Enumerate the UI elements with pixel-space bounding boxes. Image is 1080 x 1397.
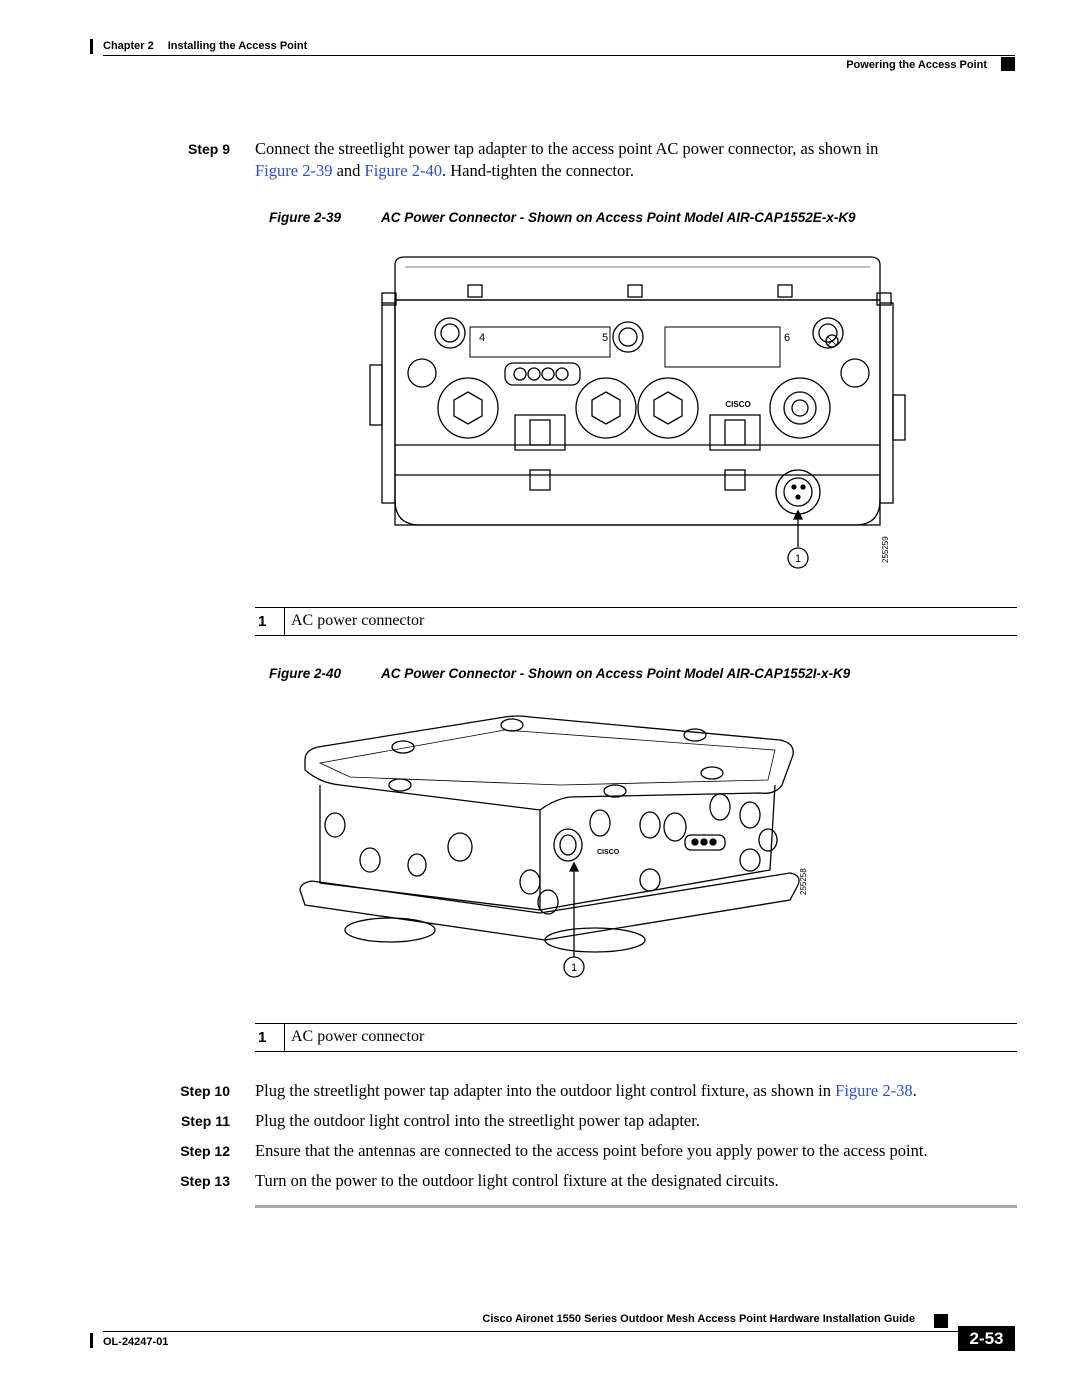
- step-11-text: Plug the outdoor light control into the streetlight power tap adapter.: [255, 1111, 700, 1130]
- link-figure-2-39[interactable]: Figure 2-39: [255, 161, 333, 180]
- figure-39-number: Figure 2-39: [269, 210, 342, 225]
- figure-40-title: AC Power Connector - Shown on Access Point Model AIR-CAP1552I-x-K9: [381, 666, 851, 681]
- figure-40-illustration: [290, 705, 830, 995]
- page-number: 2-53: [958, 1326, 1015, 1351]
- step-13-text: Turn on the power to the outdoor light control fixture at the designated circuits.: [255, 1171, 779, 1190]
- cisco-logo-40: CISCO: [597, 849, 620, 856]
- footer-marker: [934, 1314, 948, 1328]
- chapter-number: Chapter 2: [103, 40, 154, 52]
- header-rule: [103, 55, 1015, 56]
- step-9-label: Step 9: [187, 141, 230, 157]
- footer-doc-number: OL-24247-01: [103, 1336, 169, 1348]
- header-chapter: [103, 40, 307, 52]
- legend-39-number: 1: [258, 613, 267, 630]
- header-bar: [90, 39, 93, 54]
- step-13-label: Step 13: [180, 1173, 230, 1189]
- legend-40-divider: [284, 1024, 285, 1051]
- figure-40-image-id: 255258: [799, 868, 808, 895]
- step-9-text-1: Connect the streetlight power tap adapter to the access point AC power connector, as shown in: [255, 139, 879, 158]
- step-9-text: [255, 138, 1015, 182]
- footer-title: Cisco Aironet 1550 Series Outdoor Mesh Access Point Hardware Installation Guide: [482, 1313, 915, 1325]
- header-marker: [1001, 57, 1015, 71]
- link-figure-2-40[interactable]: Figure 2-40: [364, 161, 442, 180]
- legend-40-bottom-rule: [255, 1051, 1017, 1052]
- figure-39-callout: 1: [794, 553, 802, 565]
- step-10-label: Step 10: [180, 1083, 230, 1099]
- figure-39-illustration: [350, 245, 920, 585]
- figure-40-callout: 1: [570, 962, 578, 974]
- port-label-4: 4: [479, 332, 486, 344]
- step-11-label: Step 11: [180, 1113, 230, 1129]
- step-9-and: and: [332, 161, 365, 180]
- procedure-end-rule: [255, 1205, 1017, 1208]
- port-label-5: 5: [602, 332, 609, 344]
- footer-rule: [103, 1331, 1015, 1332]
- step-9-text-2: . Hand-tighten the connector.: [441, 161, 634, 180]
- step-10-body: Plug the streetlight power tap adapter into the outdoor light control fixture, as shown in: [255, 1081, 836, 1100]
- legend-40-number: 1: [258, 1029, 267, 1046]
- link-figure-2-38[interactable]: Figure 2-38: [835, 1081, 913, 1100]
- figure-39-title: AC Power Connector - Shown on Access Point Model AIR-CAP1552E-x-K9: [381, 210, 856, 225]
- cisco-logo: CISCO: [725, 400, 751, 409]
- step-10-text: [255, 1080, 1015, 1102]
- port-label-6: 6: [784, 332, 791, 344]
- legend-39-text: AC power connector: [291, 612, 425, 629]
- figure-40-number: Figure 2-40: [269, 666, 342, 681]
- header-section: Powering the Access Point: [846, 59, 987, 71]
- legend-39-divider: [284, 608, 285, 635]
- figure-39-image-id: 255259: [881, 536, 890, 563]
- chapter-title: Installing the Access Point: [167, 40, 308, 52]
- step-10-end: .: [912, 1081, 917, 1100]
- legend-40-top-rule: [255, 1023, 1017, 1024]
- step-12-label: Step 12: [180, 1143, 230, 1159]
- footer-bar: [90, 1333, 93, 1348]
- legend-39-top-rule: [255, 607, 1017, 608]
- legend-40-text: AC power connector: [291, 1028, 425, 1045]
- step-12-text: Ensure that the antennas are connected to the access point before you apply power to the access point.: [255, 1141, 928, 1160]
- legend-39-bottom-rule: [255, 635, 1017, 636]
